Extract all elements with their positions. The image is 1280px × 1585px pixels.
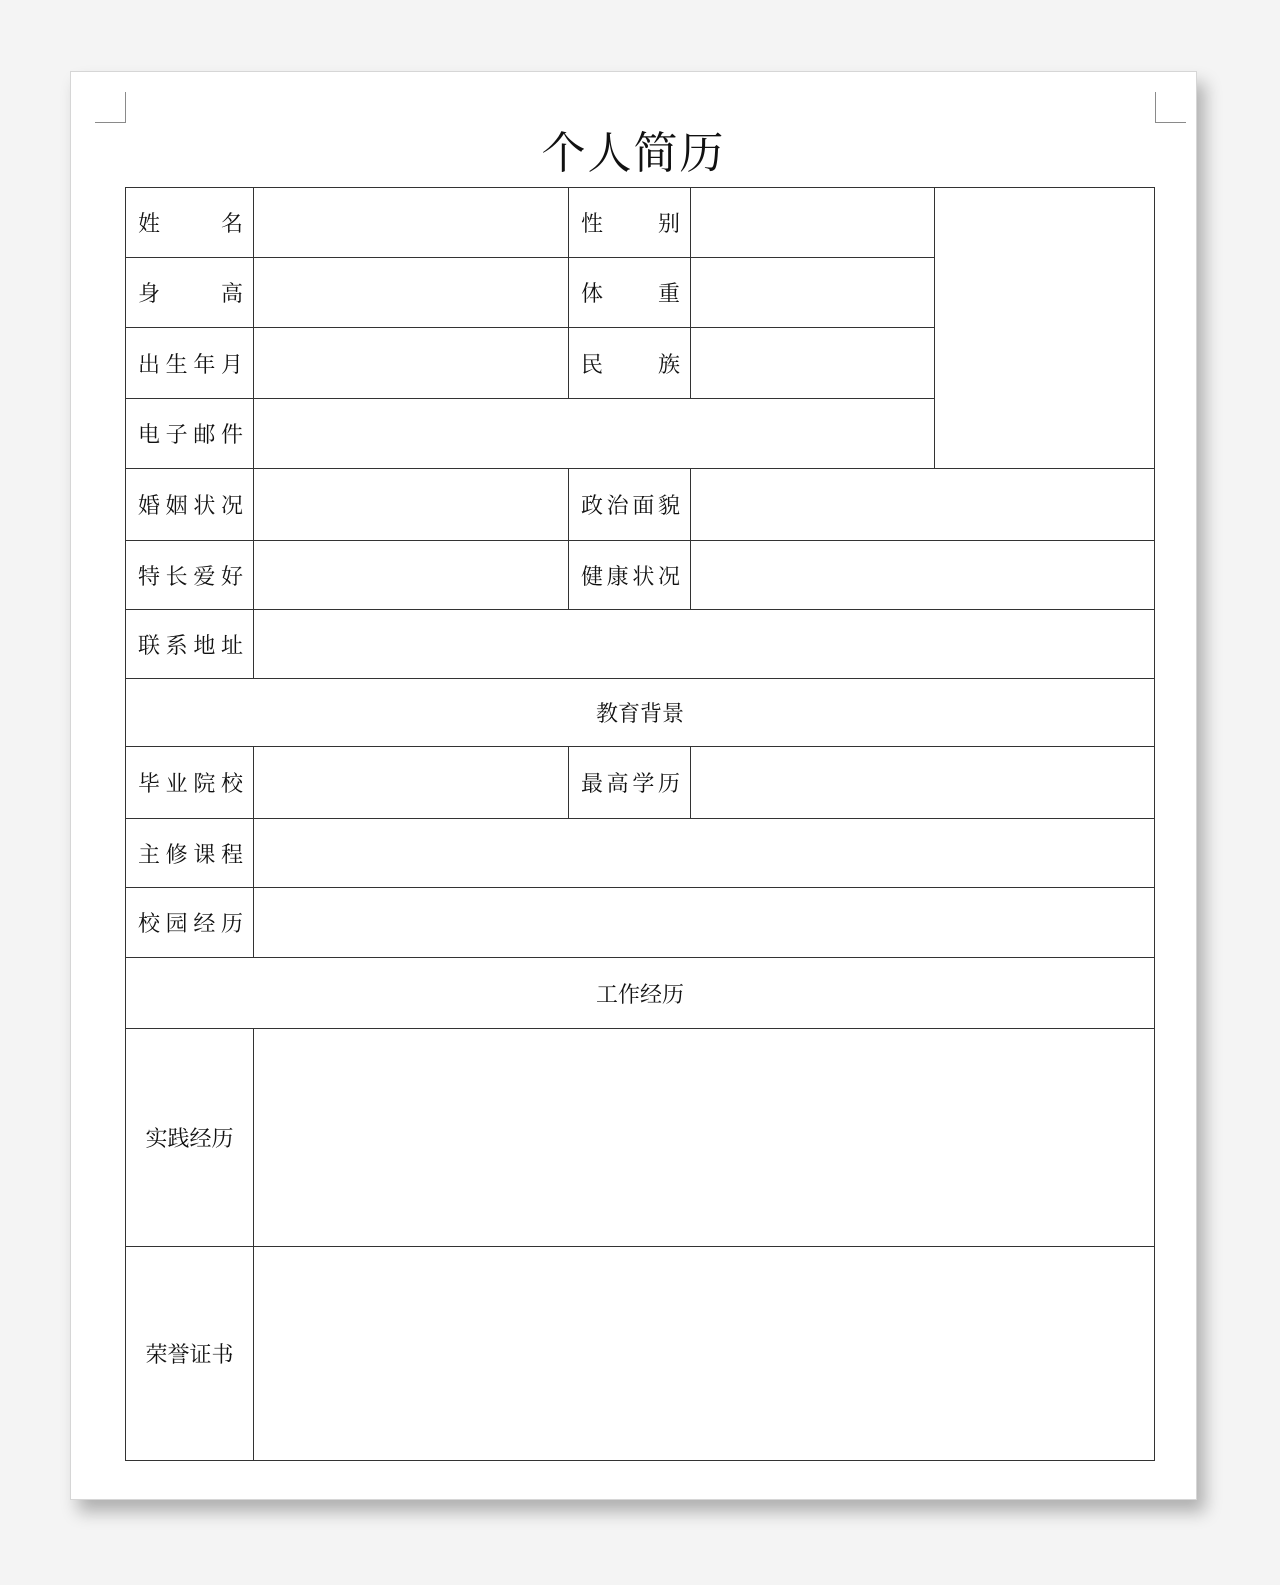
degree-field[interactable] xyxy=(691,747,1155,819)
table-row xyxy=(126,1029,1155,1247)
address-field[interactable] xyxy=(254,610,1155,679)
marital-field[interactable] xyxy=(254,469,569,541)
table-row xyxy=(126,819,1155,888)
hobby-field[interactable] xyxy=(254,541,569,610)
honors-label: 荣誉证书 xyxy=(126,1247,254,1461)
margin-corner-mark-right xyxy=(1155,92,1186,123)
school-field[interactable] xyxy=(254,747,569,819)
table-row xyxy=(126,747,1155,819)
school-label: 毕业院校 xyxy=(126,747,254,819)
table-row xyxy=(126,888,1155,958)
marital-label: 婚姻状况 xyxy=(126,469,254,541)
height-field[interactable] xyxy=(254,258,569,328)
resume-table xyxy=(125,187,1155,1461)
table-row xyxy=(126,541,1155,610)
practice-label: 实践经历 xyxy=(126,1029,254,1247)
email-field[interactable] xyxy=(254,399,935,469)
table-row xyxy=(126,610,1155,679)
political-field[interactable] xyxy=(691,469,1155,541)
education-section-title: 教育背景 xyxy=(126,679,1155,747)
courses-field[interactable] xyxy=(254,819,1155,888)
birth-field[interactable] xyxy=(254,328,569,399)
table-row xyxy=(126,958,1155,1029)
height-label: 身 高 xyxy=(126,258,254,328)
ethnicity-field[interactable] xyxy=(691,328,935,399)
name-label: 姓 名 xyxy=(126,188,254,258)
table-row xyxy=(126,469,1155,541)
margin-corner-mark-left xyxy=(95,92,126,123)
weight-label: 体 重 xyxy=(569,258,691,328)
political-label: 政治面貌 xyxy=(569,469,691,541)
birth-label: 出生年月 xyxy=(126,328,254,399)
name-field[interactable] xyxy=(254,188,569,258)
honors-field[interactable] xyxy=(254,1247,1155,1461)
gender-field[interactable] xyxy=(691,188,935,258)
page-title: 个人简历 xyxy=(541,128,726,179)
weight-field[interactable] xyxy=(691,258,935,328)
table-row xyxy=(126,679,1155,747)
health-field[interactable] xyxy=(691,541,1155,610)
document-page xyxy=(70,71,1197,1500)
campus-field[interactable] xyxy=(254,888,1155,958)
hobby-label: 特长爱好 xyxy=(126,541,254,610)
work-section-title: 工作经历 xyxy=(126,958,1155,1029)
table-row xyxy=(126,188,1155,258)
address-label: 联系地址 xyxy=(126,610,254,679)
gender-label: 性 别 xyxy=(569,188,691,258)
ethnicity-label: 民 族 xyxy=(569,328,691,399)
email-label: 电子邮件 xyxy=(126,399,254,469)
degree-label: 最高学历 xyxy=(569,747,691,819)
photo-box[interactable] xyxy=(935,188,1155,469)
practice-field[interactable] xyxy=(254,1029,1155,1247)
campus-label: 校园经历 xyxy=(126,888,254,958)
table-row xyxy=(126,1247,1155,1461)
health-label: 健康状况 xyxy=(569,541,691,610)
courses-label: 主修课程 xyxy=(126,819,254,888)
